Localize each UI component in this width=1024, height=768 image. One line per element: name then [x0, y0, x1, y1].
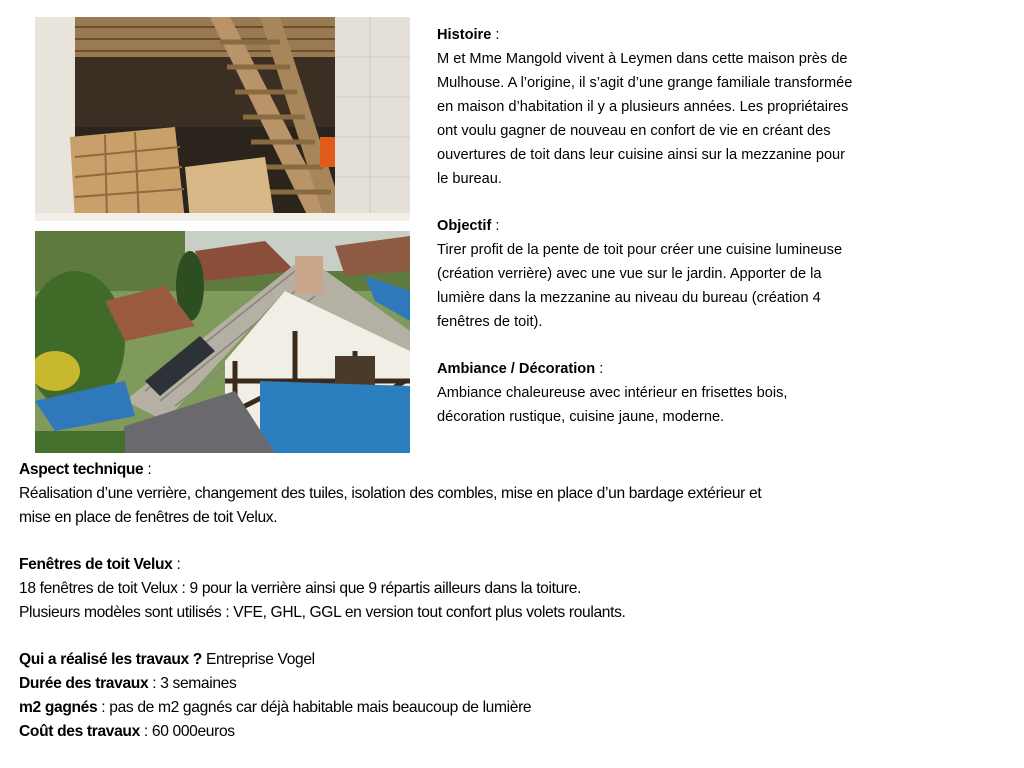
ambiance-heading-line	[437, 357, 997, 381]
objectif-line: (création verrière) avec une vue sur le jardin. Apporter de la	[437, 266, 822, 282]
fact-value: : 60 000euros	[139, 723, 235, 740]
histoire-line: M et Mme Mangold vivent à Leymen dans cette maison près de	[437, 51, 848, 67]
fact-duration	[19, 672, 1009, 696]
histoire-line: le bureau.	[437, 171, 502, 187]
separator: :	[491, 218, 500, 234]
velux-line: Plusieurs modèles sont utilisés : VFE, GHL, GGL en version tout confort plus volets roulants.	[19, 604, 626, 621]
histoire-line: ont voulu gagner de nouveau en confort de vie en créant des	[437, 123, 831, 139]
separator: :	[595, 361, 604, 377]
histoire-line: ouvertures de toit dans leur cuisine ainsi sur la mezzanine pour	[437, 147, 846, 163]
fact-value: : pas de m2 gagnés car déjà habitable mais beaucoup de lumière	[97, 699, 532, 716]
objectif-heading: Objectif	[437, 218, 492, 234]
velux-heading: Fenêtres de toit Velux	[19, 556, 173, 573]
velux-heading-line	[19, 553, 1009, 577]
histoire-heading-line	[437, 23, 997, 47]
attic-interior-photo	[35, 17, 410, 221]
fact-label: m2 gagnés	[19, 699, 98, 716]
fact-label: Coût des travaux	[19, 723, 140, 740]
fact-label: Durée des travaux	[19, 675, 149, 692]
histoire-heading: Histoire	[437, 27, 492, 43]
separator: :	[172, 556, 181, 573]
histoire-line: en maison d’habitation il y a plusieurs années. Les propriétaires	[437, 99, 849, 115]
objectif-line: fenêtres de toit).	[437, 314, 543, 330]
bottom-text-block	[19, 458, 1009, 744]
aspect-heading-line	[19, 458, 1009, 482]
separator: :	[491, 27, 500, 43]
velux-line: 18 fenêtres de toit Velux : 9 pour la verrière ainsi que 9 répartis ailleurs dans la toiture.	[19, 580, 582, 597]
objectif-line: Tirer profit de la pente de toit pour créer une cuisine lumineuse	[437, 242, 843, 258]
aspect-heading: Aspect technique	[19, 461, 144, 478]
fact-contractor	[19, 648, 1009, 672]
objectif-line: lumière dans la mezzanine au niveau du bureau (création 4	[437, 290, 821, 306]
aspect-line: mise en place de fenêtres de toit Velux.	[19, 509, 278, 526]
ambiance-heading: Ambiance / Décoration	[437, 361, 596, 377]
fact-value: Entreprise Vogel	[201, 651, 315, 668]
fact-area-gained	[19, 696, 1009, 720]
histoire-line: Mulhouse. A l’origine, il s’agit d’une grange familiale transformée	[437, 75, 853, 91]
roof-renovation-photo	[35, 231, 410, 453]
objectif-heading-line	[437, 214, 997, 238]
aspect-line: Réalisation d’une verrière, changement des tuiles, isolation des combles, mise en place d’un bardage extérieur et	[19, 485, 762, 502]
fact-value: : 3 semaines	[148, 675, 237, 692]
fact-label: Qui a réalisé les travaux ?	[19, 651, 202, 668]
ambiance-line: décoration rustique, cuisine jaune, moderne.	[437, 409, 725, 425]
separator: :	[143, 461, 152, 478]
ambiance-line: Ambiance chaleureuse avec intérieur en frisettes bois,	[437, 385, 788, 401]
fact-cost	[19, 720, 1009, 744]
right-text-column	[437, 23, 997, 429]
